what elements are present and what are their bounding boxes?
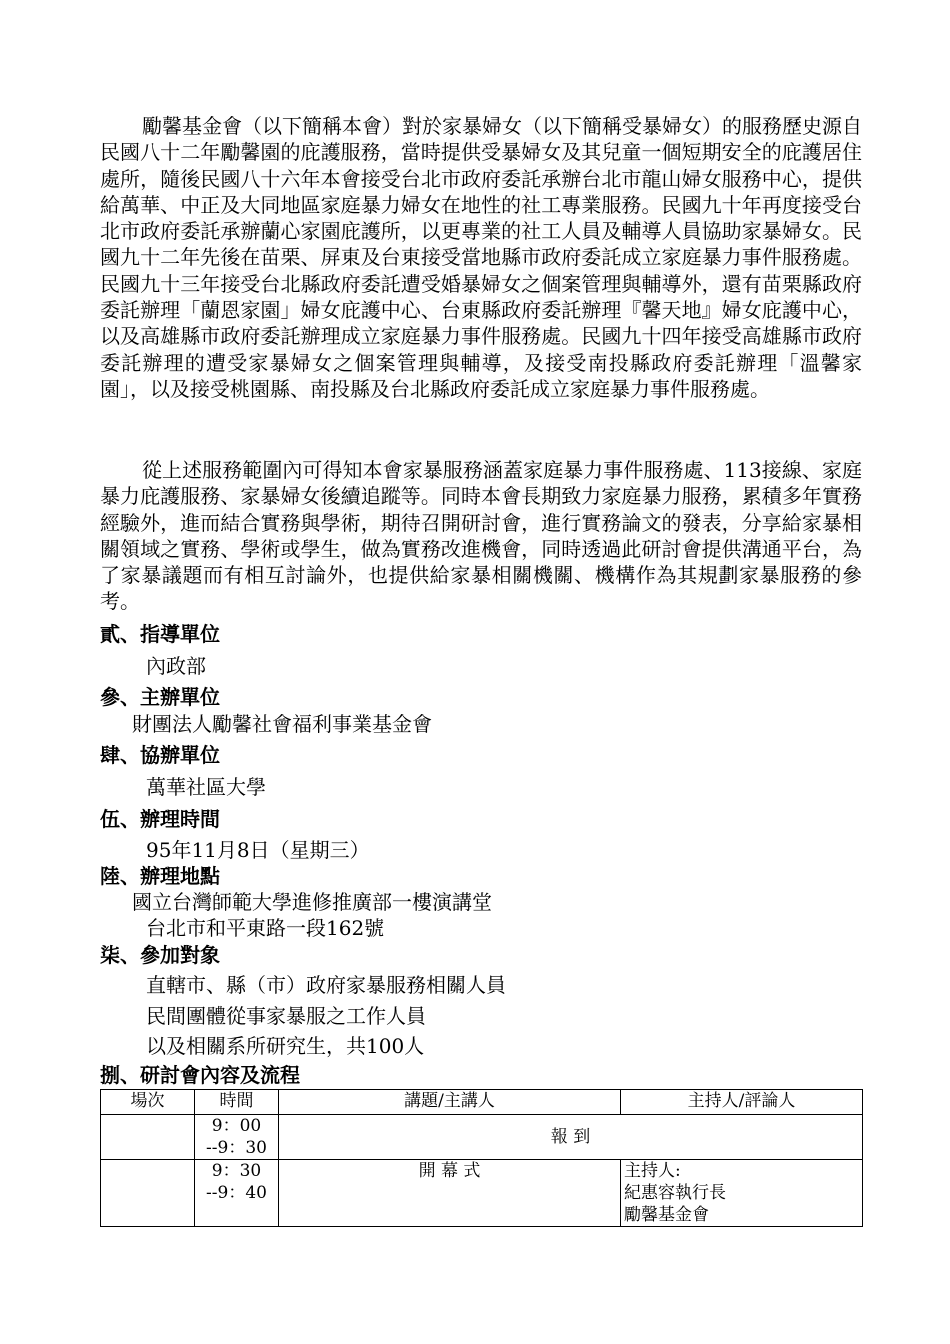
table-row bbox=[101, 1115, 863, 1160]
row-host: 主持人: 紀惠容執行長 勵馨基金會 bbox=[621, 1160, 863, 1227]
section-heading-co-organizer: 肆、協辦單位 bbox=[100, 743, 220, 767]
header-session: 場次 bbox=[101, 1090, 195, 1115]
section-heading-venue: 陸、辦理地點 bbox=[100, 864, 220, 888]
schedule-table bbox=[100, 1089, 863, 1227]
intro-paragraph-2: 從上述服務範圍內可得知本會家暴服務涵蓋家庭暴力事件服務處、113接線、家庭暴力庇護服務、家暴婦女後續追蹤等。同時本會長期致力家庭暴力服務，累積多年實務經驗外，進而結合實務與學術，期待召開研討會，進行實務論文的發表，分享給家暴相關領域之實務、學術或學生，做為實務改進機會，同時透過此研討會提供溝通平台，為了家暴議題而有相互討論外，也提供給家暴相關機關、機構作為其規劃家暴服務的參考。 bbox=[100, 458, 862, 614]
section-heading-guidance: 貳、指導單位 bbox=[100, 622, 220, 646]
row-time: 9：00 --9：30 bbox=[195, 1115, 279, 1160]
organizer-unit: 財團法人勵馨社會福利事業基金會 bbox=[132, 712, 432, 736]
event-date: 95年11月8日（星期三） bbox=[146, 838, 370, 862]
co-organizer-unit: 萬華社區大學 bbox=[146, 775, 266, 799]
row-time: 9：30 --9：40 bbox=[195, 1160, 279, 1227]
guidance-unit: 內政部 bbox=[146, 654, 206, 678]
header-host: 主持人/評論人 bbox=[621, 1090, 863, 1115]
venue-name: 國立台灣師範大學進修推廣部一樓演講堂 bbox=[132, 890, 492, 914]
header-topic: 講題/主講人 bbox=[279, 1090, 621, 1115]
section-heading-time: 伍、辦理時間 bbox=[100, 807, 220, 831]
row-session bbox=[101, 1160, 195, 1227]
section-heading-organizer: 參、主辦單位 bbox=[100, 685, 220, 709]
schedule-header-row bbox=[101, 1090, 863, 1115]
section-heading-agenda: 捌、研討會內容及流程 bbox=[100, 1063, 300, 1087]
row-session bbox=[101, 1115, 195, 1160]
row-topic: 報 到 bbox=[279, 1115, 863, 1160]
table-row bbox=[101, 1160, 863, 1227]
section-heading-participants: 柒、參加對象 bbox=[100, 943, 220, 967]
intro-paragraph-1: 勵馨基金會（以下簡稱本會）對於家暴婦女（以下簡稱受暴婦女）的服務歷史源自民國八十二年勵馨園的庇護服務，當時提供受暴婦女及其兒童一個短期安全的庇護居住處所，隨後民國八十六年本會接受台北市政府委託承辦台北市龍山婦女服務中心，提供給萬華、中正及大同地區家庭暴力婦女在地性的社工專業服務。民國九十年再度接受台北市政府委託承辦蘭心家園庇護所，以更專業的社工人員及輔導人員協助家暴婦女。民國九十二年先後在苗栗、屏東及台東接受當地縣市政府委託成立家庭暴力事件服務處。民國九十三年接受台北縣政府委託遭受婚暴婦女之個案管理與輔導外，還有苗栗縣政府委託辦理「蘭恩家園」婦女庇護中心、台東縣政府委託辦理『馨天地』婦女庇護中心，以及高雄縣市政府委託辦理成立家庭暴力事件服務處。民國九十四年接受高雄縣市政府委託辦理的遭受家暴婦女之個案管理與輔導，及接受南投縣政府委託辦理「溫馨家園」，以及接受桃園縣、南投縣及台北縣政府委託成立家庭暴力事件服務處。 bbox=[100, 114, 862, 401]
header-time: 時間 bbox=[195, 1090, 279, 1115]
participant-line-1: 直轄市、縣（市）政府家暴服務相關人員 bbox=[146, 973, 506, 997]
participant-line-3: 以及相關系所研究生，共100人 bbox=[146, 1034, 425, 1058]
venue-address: 台北市和平東路一段162號 bbox=[146, 916, 385, 940]
participant-line-2: 民間團體從事家暴服之工作人員 bbox=[146, 1004, 426, 1028]
row-topic: 開 幕 式 bbox=[279, 1160, 621, 1227]
